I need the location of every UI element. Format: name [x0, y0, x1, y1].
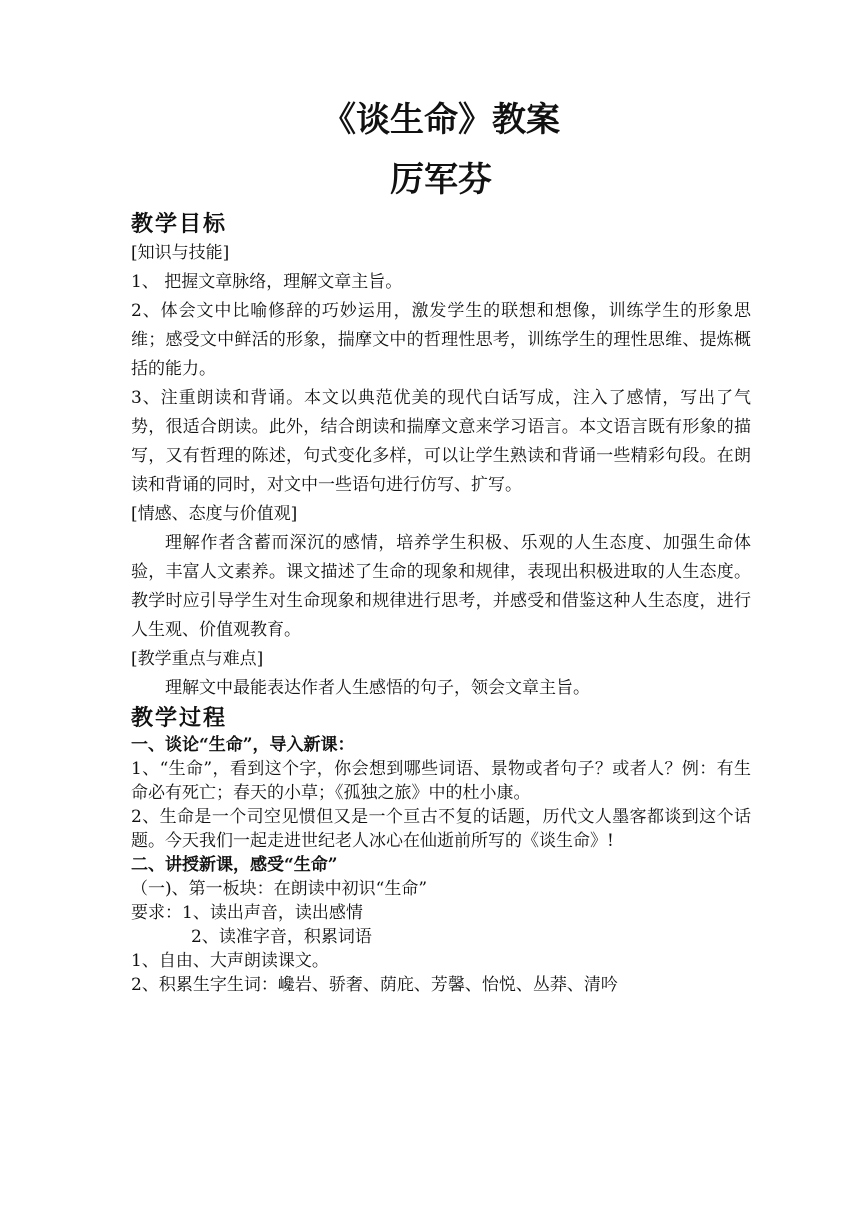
requirement-2: 2、读准字音，积累词语: [191, 927, 372, 947]
section-heading-teaching-goals: 教学目标: [131, 211, 228, 237]
goal-item-1: 1、 把握文章脉络，理解文章主旨。: [131, 272, 403, 292]
goal-item-2: 2、体会文中比喻修辞的巧妙运用，激发学生的联想和想像，训练学生的形象思维；感受文中鲜活的形象，揣摩文中的哲理性思考，训练学生的理性思维、提炼概括的能力。: [131, 301, 751, 379]
emotion-text: 理解作者含蓄而深沉的感情，培养学生积极、乐观的人生态度、加强生命体验，丰富人文素养。课文描述了生命的现象和规律，表现出积极进取的人生态度。教学时应引导学生对生命现象和规律进行思考，并感受和借鉴这种人生态度，进行人生观、价值观教育。: [131, 533, 751, 640]
part1-item-2: 2、生命是一个司空见惯但又是一个亘古不复的话题，历代文人墨客都谈到这个话题。今天我们一起走进世纪老人冰心在仙逝前所写的《谈生命》!: [131, 807, 751, 851]
step-2: 2、积累生字生词：巉岩、骄奢、荫庇、芳馨、怡悦、丛莽、清吟: [131, 975, 618, 995]
requirement-1: 要求：1、读出声音，读出感情: [131, 903, 363, 923]
keypoint-label: [教学重点与难点]: [131, 649, 264, 669]
document-page: [131, 95, 751, 997]
keypoint-text: 理解文中最能表达作者人生感悟的句子，领会文章主旨。: [165, 678, 590, 698]
document-title: 《谈生命》教案: [322, 100, 560, 140]
document-author: 厉军芬: [390, 160, 492, 200]
goal-item-3: 3、注重朗读和背诵。本文以典范优美的现代白话写成，注入了感情，写出了气势，很适合朗读。此外，结合朗读和揣摩文意来学习语言。本文语言既有形象的描写，又有哲理的陈述，句式变化多样，可以让学生熟读和背诵一些精彩句段。在朗读和背诵的同时，对文中一些语句进行仿写、扩写。: [131, 388, 751, 495]
part1-item-1: 1、“生命”，看到这个字，你会想到哪些词语、景物或者句子？或者人？例：有生命必有死亡；春天的小草；《孤独之旅》中的杜小康。: [131, 759, 751, 803]
part1-heading: 一、谈论“生命”，导入新课：: [131, 735, 355, 755]
emotion-label: [情感、态度与价值观]: [131, 504, 298, 524]
section-heading-teaching-process: 教学过程: [131, 705, 228, 731]
block1-label: （一)、第一板块：在朗读中初识“生命”: [131, 879, 428, 899]
knowledge-label: [知识与技能]: [131, 243, 230, 263]
part2-heading: 二、讲授新课，感受“生命”: [131, 855, 338, 875]
step-1: 1、自由、大声朗读课文。: [131, 951, 329, 971]
